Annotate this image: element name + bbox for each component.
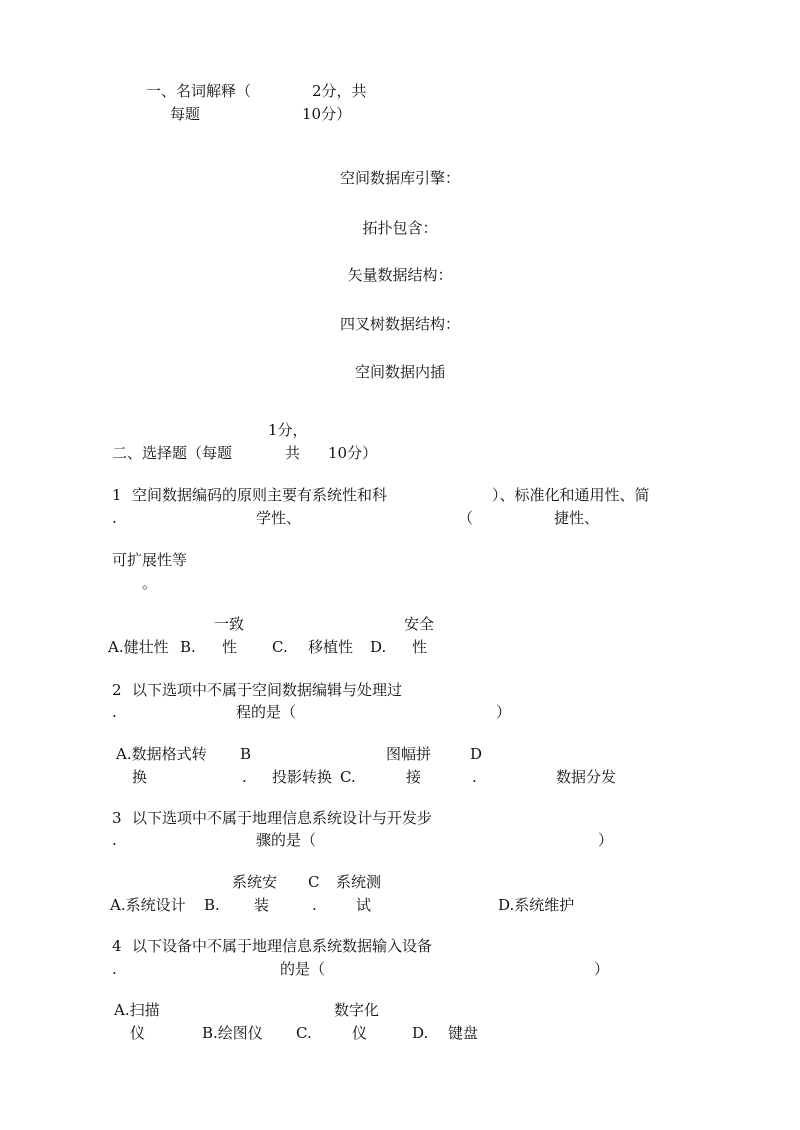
q2-option-b-label: B — [240, 745, 252, 763]
q1-option-d-bottom: 性 — [412, 638, 428, 656]
section1-each: 每题 — [170, 105, 201, 123]
q4-number: 4 — [112, 937, 122, 955]
term-quadtree-structure: 四叉树数据结构： — [339, 315, 460, 333]
q3-stem-close: ） — [598, 831, 614, 849]
q2-stem-line2: 程的是（ — [236, 703, 297, 721]
q4-option-c-top: 数字化 — [334, 1001, 380, 1019]
q4-option-c-label: C. — [296, 1024, 312, 1042]
section1-total: 10分） — [302, 105, 352, 123]
section2-points: 1分， — [268, 421, 308, 439]
q2-stem-line1: 以下选项中不属于空间数据编辑与处理过 — [132, 681, 403, 699]
q2-option-d-text: 数据分发 — [556, 768, 617, 786]
q1-option-a: A.健壮性 — [108, 638, 169, 656]
term-spatial-db-engine: 空间数据库引擎： — [339, 169, 460, 187]
q1-number: 1 — [112, 486, 122, 504]
q1-option-c-label: C. — [272, 638, 288, 656]
q2-option-a-bottom: 换 — [132, 768, 148, 786]
q3-stem-line2: 骤的是（ — [256, 831, 317, 849]
q3-option-b-label: B. — [204, 896, 220, 914]
q4-option-b: B.绘图仪 — [202, 1024, 263, 1042]
term-spatial-interpolation: 空间数据内插 — [354, 363, 445, 381]
q4-stem-line1: 以下设备中不属于地理信息系统数据输入设备 — [132, 937, 433, 955]
q2-option-b-dot: . — [242, 768, 247, 786]
q2-number: 2 — [112, 681, 122, 699]
q3-option-c-top: 系统测 — [336, 873, 382, 891]
section2-gong: 共 — [285, 444, 301, 462]
q1-stem-line2: 学性、 — [256, 509, 302, 527]
q2-option-a-top: A.数据格式转 — [116, 745, 207, 763]
q1-option-d-label: D. — [370, 638, 387, 656]
q1-stem-line3: 可扩展性等 — [112, 551, 188, 569]
q4-stem-line2: 的是（ — [280, 960, 326, 978]
q3-option-c-bottom: 试 — [356, 896, 372, 914]
q3-option-d: D.系统维护 — [498, 896, 575, 914]
q3-dot: . — [112, 831, 117, 849]
q2-option-c-bottom: 接 — [406, 768, 422, 786]
q2-stem-close: ） — [496, 703, 512, 721]
q3-option-a: A.系统设计 — [110, 896, 186, 914]
q2-dot: . — [112, 703, 117, 721]
q1-stem-blank-close: ）、标准化和通用性、简 — [492, 486, 650, 504]
q1-stem-blank-open: （ — [458, 509, 474, 527]
term-vector-structure: 矢量数据结构： — [347, 266, 453, 284]
q1-dot: . — [112, 509, 117, 527]
term-topology-contain: 拓扑包含： — [362, 219, 438, 237]
q1-period: 。 — [142, 574, 158, 592]
q2-option-c-top: 图幅拼 — [386, 745, 432, 763]
q1-option-b-bottom: 性 — [222, 638, 238, 656]
q1-stem-line1: 空间数据编码的原则主要有系统性和科 — [132, 486, 388, 504]
section1-points: 2分，共 — [312, 82, 367, 100]
q3-stem-line1: 以下选项中不属于地理信息系统设计与开发步 — [132, 809, 433, 827]
q2-option-d-dot: . — [472, 768, 477, 786]
q1-option-b-label: B. — [180, 638, 196, 656]
section2-heading: 二、选择题（每题 — [112, 444, 233, 462]
q2-option-c-label: C. — [340, 768, 356, 786]
q4-option-a-bottom: 仪 — [130, 1024, 146, 1042]
q4-stem-close: ） — [594, 960, 610, 978]
q2-option-d-label: D — [470, 745, 483, 763]
q4-option-d-label: D. — [412, 1024, 429, 1042]
q1-option-b-top: 一致 — [214, 615, 245, 633]
section2-total: 10分） — [328, 444, 378, 462]
q3-option-b-top: 系统安 — [232, 873, 278, 891]
q1-option-c-text: 移植性 — [308, 638, 354, 656]
q1-stem-line2-end: 捷性、 — [554, 509, 600, 527]
q3-number: 3 — [112, 809, 122, 827]
q4-dot: . — [112, 960, 117, 978]
q2-option-b-text: 投影转换 — [272, 768, 333, 786]
q4-option-d-text: 键盘 — [448, 1024, 479, 1042]
q3-option-c-dot: . — [312, 896, 317, 914]
q1-option-d-top: 安全 — [404, 615, 435, 633]
q4-option-a-top: A.扫描 — [114, 1001, 160, 1019]
section1-heading: 一、名词解释（ — [146, 82, 252, 100]
q3-option-c-label: C — [308, 873, 320, 891]
q4-option-c-bottom: 仪 — [352, 1024, 368, 1042]
q3-option-b-bottom: 装 — [254, 896, 270, 914]
